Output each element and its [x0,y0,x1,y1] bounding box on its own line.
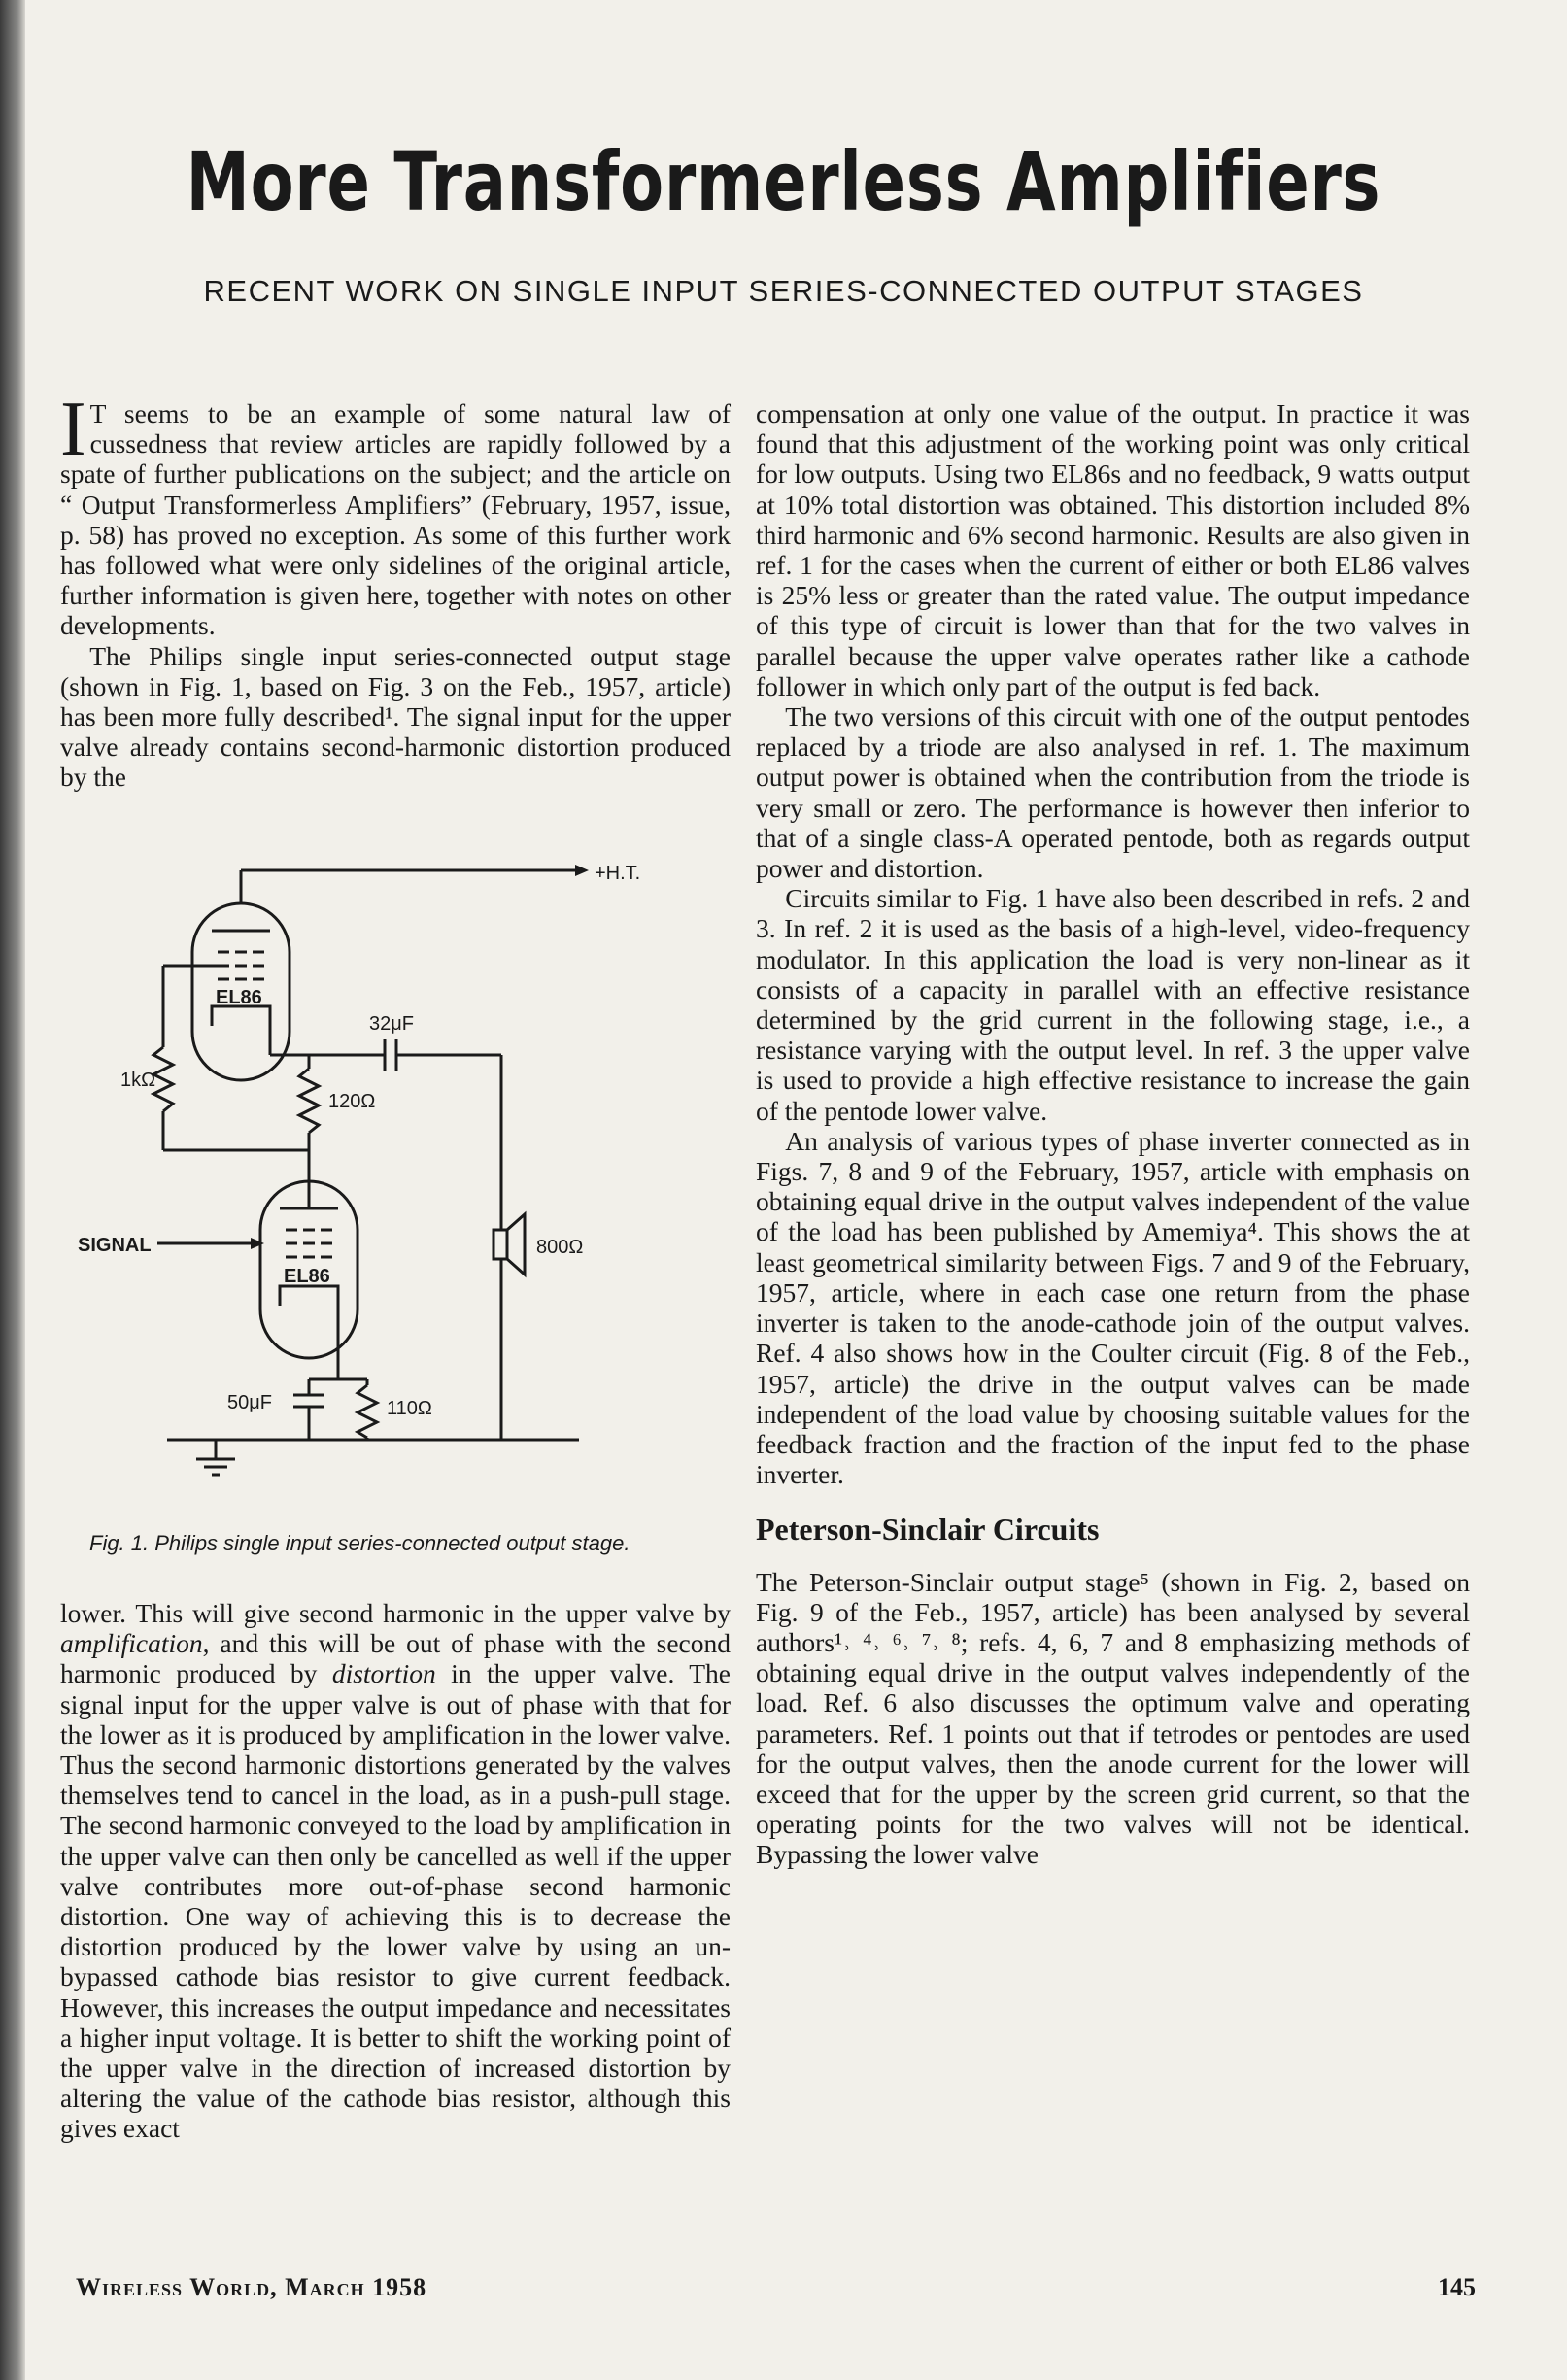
text-run: , and this will be out of phase with the second harmonic produced by [60,1628,731,1689]
label-r-cathode-lower: 110Ω [387,1398,432,1419]
paragraph-peterson-sinclair: The Peterson-Sinclair output stage⁵ (shown in Fig. 2, based on Fig. 9 of the Feb., 1957, article) has been analysed by several authors¹˒ ⁴˒ ⁶˒ ⁷˒ ⁸; refs. 4, 6, 7 and 8 emphasizing methods of obtaining equal drive in the output valves independently of the load. Ref. 6 also discusses the optimum valve and operating parameters. Ref. 1 points out that if tetrodes or pentodes are used for the output valves, then the anode current for the lower will exceed that for the upper by the screen grid current, so that the operating points for the two valves will not be identical. Bypassing the lower valve [756,1566,1470,1870]
journal-footer: Wireless World, March 1958 [76,2273,427,2301]
circuit-diagram [60,835,740,1496]
label-cap-coupling: 32μF [369,1013,414,1035]
label-r-grid: 1kΩ [120,1070,156,1091]
text-run: in the upper valve. The signal input for the upper valve is out of phase with that for the lower as it is produced by amplification in the lower valve. Thus the second harmonic distortions generated by the valves themselves tend to cancel in the load, as in a push-pull stage. The second harmonic conveyed to the load by amplification in the upper valve can then only be cancelled as well if the upper valve contributes more out-of-phase second harmonic distortion. One way of achieving this is to decrease the distortion produced by the lower valve by using an un-bypassed cathode bias resistor to give current feedback. However, this increases the output impedance and necessitates a higher input voltage. It is better to shift the working point of the upper valve in the direction of increased distortion by altering the value of the cathode bias resistor, although this gives exact [60,1658,731,2144]
label-r-cathode-upper: 120Ω [328,1091,376,1112]
label-load: 800Ω [536,1237,584,1258]
intro-text: T seems to be an example of some natural law of cussedness that review articles are rapidly followed by a spate of further publications on the subject; and the article on “ Output Transformerless Amplifiers” (February, 1957, issue, p. 58) has proved no exception. As some of this further work has followed what were only sidelines of the original article, further information is given here, together with notes on other developments. [60,398,731,641]
column-left-bottom [60,1598,731,2144]
emphasis-amplification: amplification [60,1628,203,1659]
label-tube-upper: EL86 [216,987,262,1008]
label-signal: SIGNAL [78,1235,152,1256]
paragraph-triode: The two versions of this circuit with one of the output pentodes replaced by a triode are also analysed in ref. 1. The maximum output power is obtained when the contribution from the triode is very small or zero. The performance is however then inferior to that of a single class-A operated pentode, both as regards output power and distortion. [756,701,1470,884]
label-ht: +H.T. [595,863,641,884]
paragraph-similar-circuits: Circuits similar to Fig. 1 have also been described in refs. 2 and 3. In ref. 2 it is used as the basis of a high-level, video-frequency modulator. In this application the load is very non-linear as it consists of a capacity in parallel with an effective resistance determined by the grid current in the following stage, i.e., a resistance varying with the output level. In ref. 3 the upper valve is used to provide a high effective resistance to increase the gain of the pentode lower valve. [756,883,1470,1126]
page-edge-shadow [0,0,25,2380]
section-heading: Peterson-Sinclair Circuits [756,1512,1100,1547]
paragraph-philips: The Philips single input series-connected output stage (shown in Fig. 1, based on Fig. 3 on the Feb., 1957, article) has been more fully described¹. The signal input for the upper valve already contains second-harmonic distortion produced by the [60,640,731,793]
paragraph-intro [60,387,731,641]
figure-caption: Fig. 1. Philips single input series-connected output stage. [89,1531,630,1555]
column-left-top [60,387,731,793]
drop-cap: I [60,387,86,472]
article-title: More Transformerless Amplifiers [186,134,1381,229]
text-run: lower. This will give second harmonic in the upper valve by [60,1598,731,1628]
article-subtitle: RECENT WORK ON SINGLE INPUT SERIES-CONNECTED OUTPUT STAGES [203,274,1364,308]
paragraph-lower [60,1598,731,2144]
column-right [756,398,1470,1870]
label-tube-lower: EL86 [284,1266,330,1287]
paragraph-compensation: compensation at only one value of the output. In practice it was found that this adjustment of the working point was only critical for low outputs. Using two EL86s and no feedback, 9 watts output at 10% total distortion was obtained. This distortion included 8% third harmonic and 6% second harmonic. Results are also given in ref. 1 for the cases when the current of either or both EL86 valves is 25% less or greater than the rated value. The output impedance of this type of circuit is lower than that for the two valves in parallel because the upper valve operates rather like a cathode follower in which only part of the output is fed back. [756,398,1470,701]
page-number: 145 [1438,2273,1476,2301]
emphasis-distortion: distortion [331,1658,436,1689]
paragraph-phase-inverter: An analysis of various types of phase inverter connected as in Figs. 7, 8 and 9 of the February, 1957, article with emphasis on obtaining equal drive in the output valves independent of the value of the load has been published by Amemiya⁴. This shows the at least geometrical similarity between Figs. 7 and 9 of the February, 1957, article, where in each case one return from the phase inverter is taken to the anode-cathode join of the output valves. Ref. 4 also shows how in the Coulter circuit (Fig. 8 of the Feb., 1957, article) the drive in the output valves can be made independent of the load value by choosing suitable values for the feedback fraction and the fraction of the input fed to the phase inverter. [756,1125,1470,1490]
label-cap-bypass: 50μF [227,1392,272,1413]
